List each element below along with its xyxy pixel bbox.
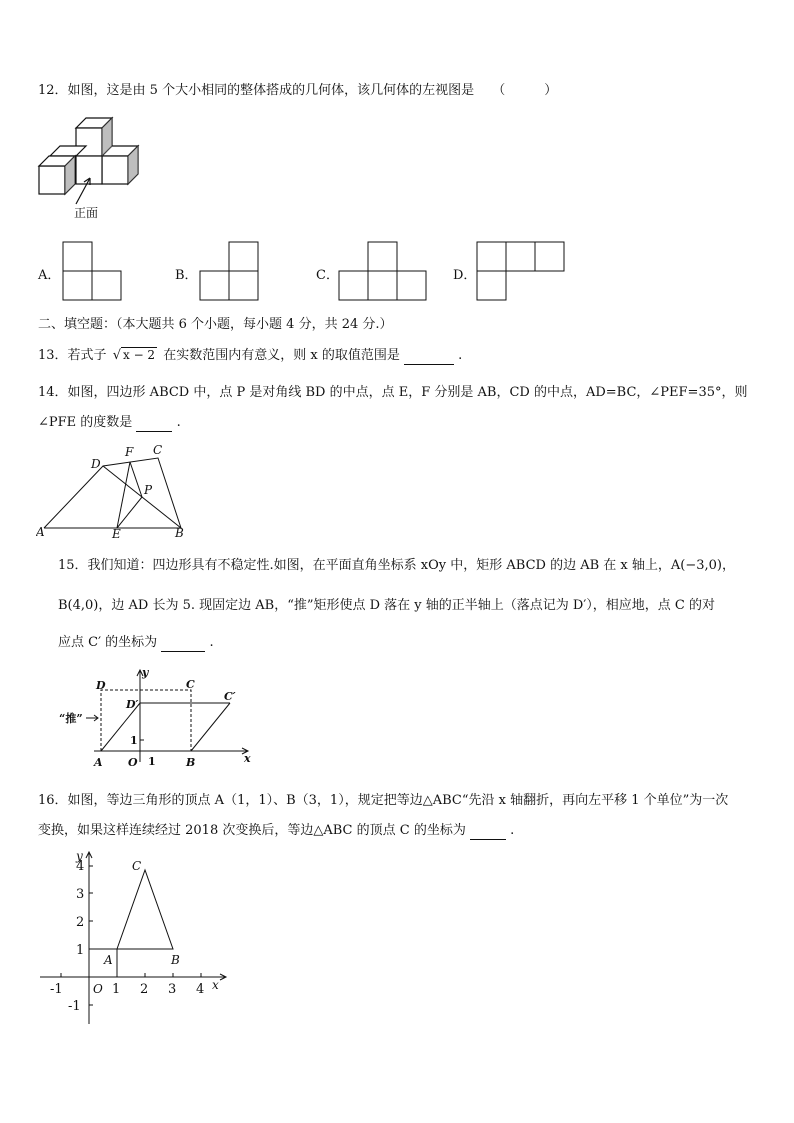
option-a-figure xyxy=(62,241,124,303)
q16-y-tick-3: 3 xyxy=(76,887,85,902)
q16-label-a: A xyxy=(104,953,113,967)
q15-push-label: “推” xyxy=(59,712,83,725)
option-a-label: A． xyxy=(38,268,61,283)
q15-y-tick-1: 1 xyxy=(130,734,138,747)
q16-x-tick-2: 2 xyxy=(140,982,149,997)
q14-label-d: D xyxy=(91,457,101,471)
q16-x-tick-neg1: -1 xyxy=(50,982,63,997)
q16-y-tick-1: 1 xyxy=(76,943,85,958)
section-2-heading: 二、填空题：（本大题共 6 个小题，每小题 4 分，共 24 分.） xyxy=(38,317,393,332)
q16-label-b: B xyxy=(171,953,180,967)
q16-y-tick-4: 4 xyxy=(76,859,85,874)
q14-label-b: B xyxy=(175,526,184,540)
q16-label-c: C xyxy=(132,859,142,873)
q14-label-p: P xyxy=(144,483,153,497)
q15-line2: B(4,0)，边 AD 长为 5. 现固定边 AB，“推”矩形使点 D 落在 y 轴的正半轴上（落点记为 D′），相应地，点 C 的对 xyxy=(58,598,715,613)
option-b-figure xyxy=(199,241,261,303)
option-d-label: D． xyxy=(453,268,477,283)
q15-x-tick-1: 1 xyxy=(148,755,156,768)
q13-radicand: x − 2 xyxy=(122,348,156,362)
q14-line2-text: ∠PFE 的度数是 xyxy=(38,415,133,430)
q15-answer-blank[interactable] xyxy=(161,637,205,652)
q16-x-tick-1: 1 xyxy=(112,982,121,997)
q14-label-e: E xyxy=(112,527,121,540)
q14-line1: 14．如图，四边形 ABCD 中，点 P 是对角线 BD 的中点，点 E，F 分别是 AB，CD 的中点，AD=BC，∠PEF=35°，则 xyxy=(38,385,748,400)
q12-answer-paren: （ ） xyxy=(492,83,558,98)
q14-line2 xyxy=(38,414,181,432)
option-c-figure xyxy=(338,241,430,303)
q15-line3-text: 应点 C′ 的坐标为 xyxy=(58,635,158,650)
q14-end: . xyxy=(176,415,181,430)
q14-label-a: A xyxy=(36,525,45,539)
q16-end: . xyxy=(510,823,515,838)
q14-label-f: F xyxy=(125,445,134,459)
q16-line2-text: 变换，如果这样连续经过 2018 次变换后，等边△ABC 的顶点 C 的坐标为 xyxy=(38,823,466,838)
q15-line1: 15．我们知道：四边形具有不稳定性.如图，在平面直角坐标系 xOy 中，矩形 ABCD 的边 AB 在 x 轴上，A(−3,0)， xyxy=(58,558,735,573)
q16-x-tick-4: 4 xyxy=(196,982,205,997)
sqrt-expression: √ x − 2 xyxy=(112,348,156,363)
q14-answer-blank[interactable] xyxy=(136,417,172,432)
q13 xyxy=(38,346,462,365)
q16-line2 xyxy=(38,822,514,840)
front-label: 正面 xyxy=(74,206,99,220)
q15-label-b: B xyxy=(186,756,196,769)
q15-line3 xyxy=(58,634,214,652)
q13-post: 在实数范围内有意义，则 x 的取值范围是 xyxy=(163,348,400,363)
q14-label-c: C xyxy=(153,443,163,457)
q15-label-d: D xyxy=(96,679,106,692)
q13-answer-blank[interactable] xyxy=(404,350,454,365)
option-d-figure xyxy=(476,241,568,303)
q15-label-c: C xyxy=(186,678,195,691)
option-c-label: C． xyxy=(316,268,339,283)
q16-label-x: x xyxy=(212,978,219,992)
q16-x-tick-3: 3 xyxy=(168,982,177,997)
q16-coordinate-figure xyxy=(36,848,232,1028)
q15-end: . xyxy=(209,635,214,650)
q16-answer-blank[interactable] xyxy=(470,825,506,840)
q15-label-o: O xyxy=(128,756,138,769)
q16-y-tick-2: 2 xyxy=(76,915,85,930)
q14-quadrilateral-figure xyxy=(36,440,188,540)
q16-y-tick-neg1: -1 xyxy=(68,999,81,1014)
q15-label-x: x xyxy=(244,752,251,765)
q16-label-o: O xyxy=(93,982,103,996)
q13-pre: 13．若式子 xyxy=(38,348,107,363)
q15-label-c-prime: C′ xyxy=(224,690,236,703)
q13-end: . xyxy=(458,348,463,363)
q15-label-a: A xyxy=(94,756,103,769)
q16-label-y: y xyxy=(76,849,83,863)
q12-stem xyxy=(38,82,557,100)
q15-label-d-prime: D′ xyxy=(126,698,139,711)
q16-line1: 16．如图，等边三角形的顶点 A（1，1）、B（3，1），规定把等边△ABC“先沿 x 轴翻折，再向左平移 1 个单位”为一次 xyxy=(38,793,729,808)
q15-coordinate-figure xyxy=(56,662,256,770)
option-b-label: B． xyxy=(175,268,198,283)
q15-label-y: y xyxy=(142,666,149,679)
q12-stem-text: 12．如图，这是由 5 个大小相同的整体搭成的几何体，该几何体的左视图是 xyxy=(38,83,475,98)
